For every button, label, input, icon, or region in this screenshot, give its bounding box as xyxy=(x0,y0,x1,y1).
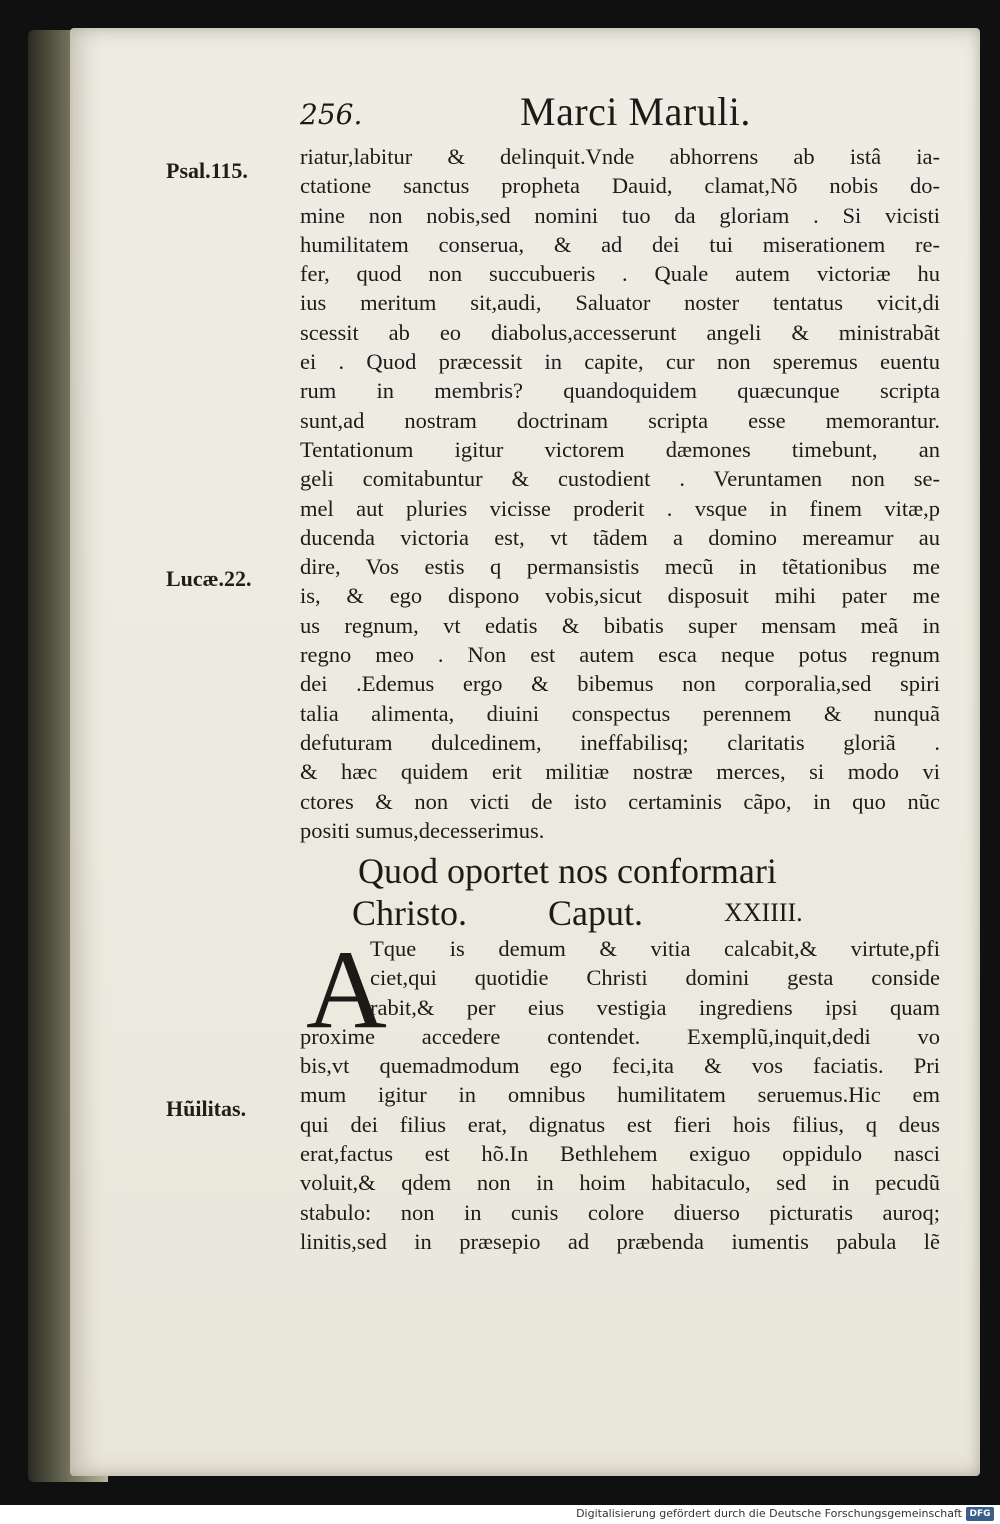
text-line: ctatione sanctus propheta Dauid, clamat,Nõ nobis do- xyxy=(300,173,940,199)
page-number: 256. xyxy=(300,98,363,131)
text-line: defuturam dulcedinem, ineffabilisq; claritatis gloriã . xyxy=(300,729,940,755)
text-line: Tque is demum & vitia calcabit,& virtute,pfi xyxy=(370,936,940,961)
text-line: rabit,& per eius vestigia ingrediens ipsi quam xyxy=(370,994,940,1020)
footer-bar xyxy=(0,1505,1000,1524)
text-line: is, & ego dispono vobis,sicut disposuit mihi pater me xyxy=(300,583,940,609)
text-line: fer, quod non succubueris . Quale autem victoriæ hu xyxy=(300,261,940,287)
text-line: qui dei filius erat, dignatus est fieri hois filius, q deus xyxy=(300,1111,940,1137)
chapter-label: Caput. xyxy=(548,893,643,933)
dfg-logo-icon: DFG xyxy=(966,1507,994,1521)
text-line: dire, Vos estis q permansistis mecũ in tẽtationibus me xyxy=(300,554,940,580)
text-line: ei . Quod præcessit in capite, cur non speremus euentu xyxy=(300,349,940,375)
text-line: geli comitabuntur & custodient . Veruntamen non se- xyxy=(300,466,940,492)
margin-note-luke: Lucæ.22. xyxy=(166,566,252,591)
text-line: ctores & non victi de isto certaminis cãpo, in quo nũc xyxy=(300,788,940,814)
text-line: linitis,sed in præsepio ad præbenda iumentis pabula lẽ xyxy=(300,1228,940,1254)
text-line: stabulo: non in cunis colore diuerso picturatis auroq; xyxy=(300,1199,940,1225)
text-line: scessit ab eo diabolus,accesserunt angeli & ministrabãt xyxy=(300,319,940,345)
text-line: rum in membris? quandoquidem quæcunque scripta xyxy=(300,378,940,404)
text-line: mine non nobis,sed nomini tuo da gloriam . Si vicisti xyxy=(300,202,940,228)
chapter-number: XXIIII. xyxy=(724,898,803,927)
text-line: mel aut pluries vicisse proderit . vsque in finem vitæ,p xyxy=(300,495,940,521)
text-line: regno meo . Non est autem esca neque potus regnum xyxy=(300,642,940,668)
margin-note-humilitas: Hũilitas. xyxy=(166,1096,247,1121)
text-line: voluit,& qdem non in hoim habitaculo, sed in pecudũ xyxy=(300,1170,940,1196)
chapter-title: Quod oportet nos conformari xyxy=(358,851,777,891)
text-line: Tentationum igitur victorem dæmones timebunt, an xyxy=(300,436,940,462)
text-line: us regnum, vt edatis & bibatis super mensam meã in xyxy=(300,612,940,638)
text-line: mum igitur in omnibus humilitatem seruemus.Hic em xyxy=(300,1082,940,1108)
chapter-title-christo: Christo. xyxy=(352,893,468,933)
text-line: riatur,labitur & delinquit.Vnde abhorrens ab istâ ia- xyxy=(300,144,940,169)
footer-credit: Digitalisierung gefördert durch die Deutsche Forschungsgemeinschaft xyxy=(576,1507,962,1520)
text-line: talia alimenta, diuini conspectus perennem & nunquã xyxy=(300,700,940,726)
margin-note-psalm: Psal.115. xyxy=(166,158,248,183)
text-line: bis,vt quemadmodum ego feci,ita & vos faciatis. Pri xyxy=(300,1053,940,1079)
text-line: positi sumus,decesserimus. xyxy=(300,817,545,843)
text-line: humilitatem conserua, & ad dei tui miserationem re- xyxy=(300,231,940,257)
text-line: erat,factus est hõ.In Bethlehem exiguo oppidulo nasci xyxy=(300,1141,940,1167)
drop-cap-initial: A xyxy=(306,928,387,1052)
text-line: ius meritum sit,audi, Saluator noster tentatus vicit,di xyxy=(300,290,940,316)
body-text xyxy=(300,142,940,845)
text-line: ducenda victoria est, vt tãdem a domino mereamur au xyxy=(300,524,940,550)
running-title: Marci Maruli. xyxy=(520,89,751,134)
text-line: dei .Edemus ergo & bibemus non corporalia,sed spiri xyxy=(300,671,940,697)
running-head xyxy=(300,88,940,138)
text-line: ciet,qui quotidie Christi domini gesta conside xyxy=(370,965,940,991)
text-line: proxime accedere contendet. Exemplũ,inquit,dedi vo xyxy=(300,1023,940,1049)
text-line: sunt,ad nostram doctrinam scripta esse memorantur. xyxy=(300,407,940,433)
chapter-text xyxy=(300,928,940,1256)
text-line: & hæc quidem erit militiæ nostræ merces, si modo vi xyxy=(300,759,940,785)
